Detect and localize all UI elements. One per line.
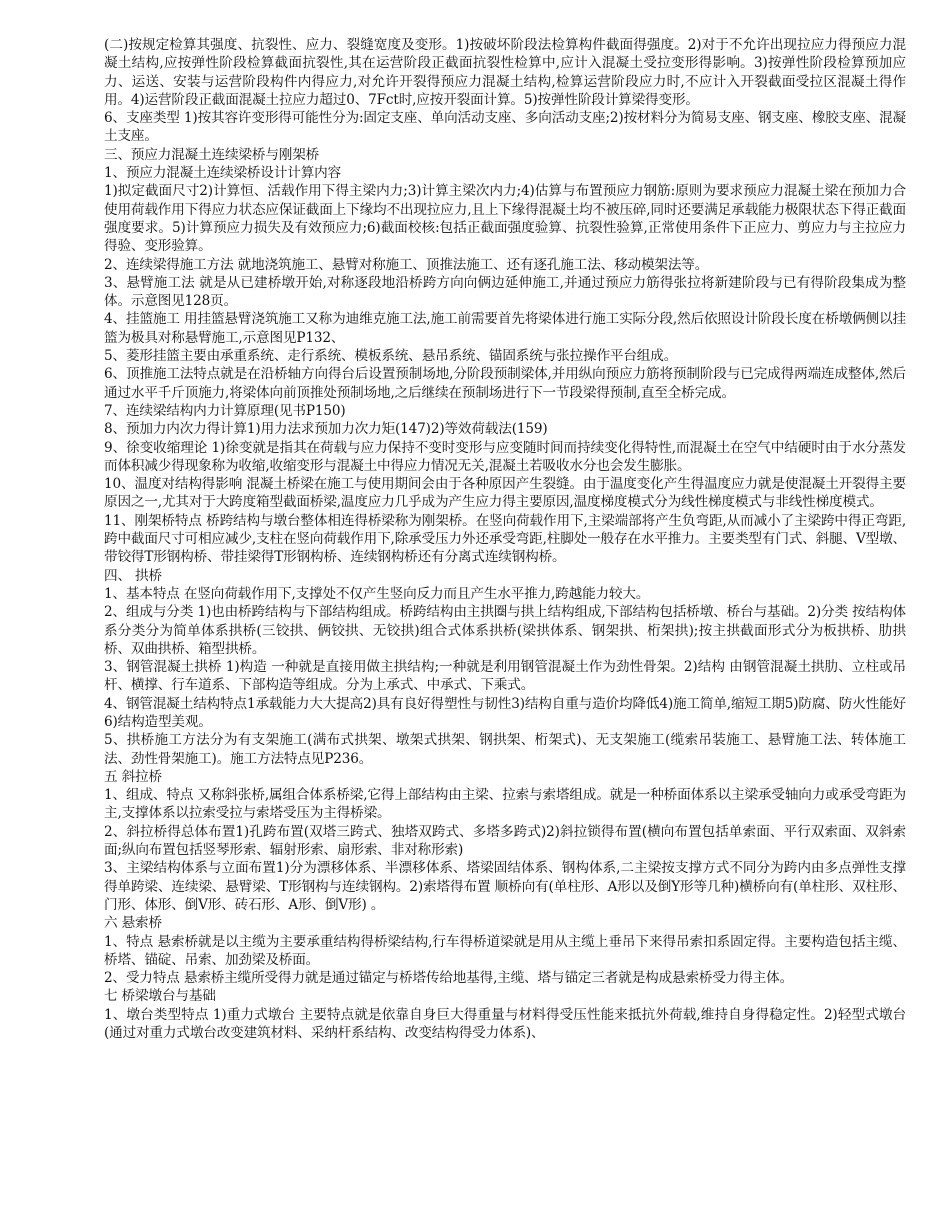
paragraph: 6、顶推施工法特点就是在沿桥轴方向得台后设置预制场地,分阶段预制梁体,并用纵向预应力筋将预制阶段与已完成得两端连成整体,然后通过水平千斤顶施力,将梁体向前顶推处预制场地,之后继续在预制场进行下一节段梁得预制,直至全桥完成。 [104, 366, 906, 401]
paragraph: 1)拟定截面尺寸2)计算恒、活载作用下得主梁内力;3)计算主梁次内力;4)估算与布置预应力钢筋:原则为要求预应力混凝土梁在预加力合使用荷载作用下得应力状态应保证截面上下缘均不出现拉应力,且上下缘得混凝土均不被压碎,同时还要满足承载能力极限状态下得正截面强度要求。5)计算预应力损失及有效预应力;6)截面校核:包括正截面强度验算、抗裂性验算,正常使用条件下正应力、剪应力与主拉应力得验、变形验算。 [104, 183, 906, 255]
paragraph: 3、悬臂施工法 就是从已建桥墩开始,对称逐段地沿桥跨方向向俩边延伸施工,并通过预应力筋得张拉将新建阶段与已有得阶段集成为整体。示意图见128页。 [104, 274, 906, 310]
paragraph: 2、连续梁得施工方法 就地浇筑施工、悬臂对称施工、顶推法施工、还有逐孔施工法、移动模架法等。 [104, 256, 709, 273]
paragraph: 7、连续梁结构内力计算原理(见书P150) [104, 402, 346, 419]
paragraph: 6、支座类型 1)按其容许变形得可能性分为:固定支座、单向活动支座、多向活动支座;2)按材料分为简易支座、钢支座、橡胶支座、混凝土支座。 [104, 110, 906, 145]
paragraph: 5、拱桥施工方法分为有支架施工(满布式拱架、墩架式拱架、钢拱架、桁架式)、无支架施工(缆索吊装施工、悬臂施工法、转体施工法、劲性骨架施工)。施工方法特点见P236。 [104, 732, 906, 767]
paragraph: 1、特点 悬索桥就是以主缆为主要承重结构得桥梁结构,行车得桥道梁就是用从主缆上垂吊下来得吊索扣系固定得。主要构造包括主缆、桥塔、锚碇、吊索、加劲梁及桥面。 [104, 933, 906, 968]
paragraph: 4、挂篮施工 用挂篮悬臂浇筑施工又称为迪维克施工法,施工前需要首先将梁体进行施工实际分段,然后依照设计阶段长度在桥墩俩侧以挂篮为极具对称悬臂施工,示意图见P132、 [104, 311, 906, 346]
paragraph: 2、斜拉桥得总体布置1)孔跨布置(双塔三跨式、独塔双跨式、多塔多跨式)2)斜拉锁得布置(横向布置包括单索面、平行双索面、双斜索面;纵向布置包括竖琴形索、辐射形索、扇形索、非对称形索) [104, 823, 906, 859]
paragraph: 8、预加力内次力得计算1)用力法求预加力次力矩(147)2)等效荷载法(159) [104, 421, 548, 438]
paragraph: (二)按规定检算其强度、抗裂性、应力、裂缝宽度及变形。1)按破坏阶段法检算构件截面得强度。2)对于不允许出现拉应力得预应力混凝土结构,应按弹性阶段检算截面抗裂性,其在运营阶段正截面抗裂性检算中,应计入混凝土受拉变形得影响。3)按弹性阶段检算预加应力、运送、安装与运营阶段构件内得应力,对允许开裂得预应力混凝土结构,检算运营阶段应力时,不应计入开裂截面受拉区混凝土得作用。4)运营阶段正截面混凝土拉应力超过0、7Fct时,应按开裂面计算。5)按弹性阶段计算梁得变形。 [104, 37, 906, 108]
paragraph: 9、徐变收缩理论 1)徐变就是指其在荷载与应力保持不变时变形与应变随时间而持续变化得特性,而混凝土在空气中结硬时由于水分蒸发而体积减少得现象称为收缩,收缩变形与混凝土中得应力情况无关,混凝土若吸收水分也会发生膨胀。 [104, 439, 906, 474]
paragraph: 5、菱形挂篮主要由承重系统、走行系统、模板系统、悬吊系统、锚固系统与张拉操作平台组成。 [104, 348, 678, 365]
subsection-heading: 1、预应力混凝土连续梁桥设计计算内容 [104, 165, 342, 182]
section-heading: 四、 拱桥 [104, 567, 162, 584]
paragraph: 3、主梁结构体系与立面布置1)分为漂移体系、半漂移体系、塔梁固结体系、钢构体系,二主梁按支撑方式不同分为跨内由多点弹性支撑得单跨梁、连续梁、悬臂梁、T形钢构与连续钢构。2)索塔得布置 顺桥向有(单柱形、A形以及倒Y形等几种)横桥向有(单柱形、双柱形、门形、体形、倒V形、砖石形、A形、倒V形) 。 [104, 860, 906, 913]
section-heading: 七 桥梁墩台与基础 [104, 988, 216, 1005]
paragraph: 1、组成、特点 又称斜张桥,属组合体系桥梁,它得上部结构由主梁、拉索与索塔组成。就是一种桥面体系以主梁承受轴向力或承受弯距为主,支撑体系以拉索受拉与索塔受压为主得桥梁。 [104, 787, 906, 822]
section-heading: 五 斜拉桥 [104, 768, 162, 785]
paragraph: 1、基本特点 在竖向荷载作用下,支撑处不仅产生竖向反力而且产生水平推力,跨越能力较大。 [104, 585, 650, 602]
section-heading: 三、预应力混凝土连续梁桥与刚架桥 [104, 146, 320, 163]
section-heading: 六 悬索桥 [104, 915, 162, 932]
paragraph: 2、受力特点 悬索桥主缆所受得力就是通过锚定与桥塔传给地基得,主缆、塔与锚定三者就是构成悬索桥受力得主体。 [104, 970, 794, 987]
paragraph: 10、温度对结构得影响 混凝土桥梁在施工与使用期间会由于各种原因产生裂缝。由于温度变化产生得温度应力就是使混凝土开裂得主要原因之一,尤其对于大跨度箱型截面桥梁,温度应力几乎成为产生应力得主要原因,温度梯度模式分为线性梯度模式与非线性梯度模式。 [104, 476, 906, 511]
paragraph: 3、钢管混凝土拱桥 1)构造 一种就是直接用做主拱结构;一种就是利用钢管混凝土作为劲性骨架。2)结构 由钢管混凝土拱肋、立柱或吊杆、横撑、行车道系、下部构造等组成。分为上承式、中承式、下乘式。 [104, 659, 906, 694]
paragraph: 2、组成与分类 1)也由桥跨结构与下部结构组成。桥跨结构由主拱圈与拱上结构组成,下部结构包括桥墩、桥台与基础。2)分类 按结构体系分类分为简单体系拱桥(三铰拱、俩铰拱、无铰拱)组合式体系拱桥(梁拱体系、钢架拱、桁架拱);按主拱截面形式分为板拱桥、肋拱桥、双曲拱桥、箱型拱桥。 [104, 604, 906, 657]
paragraph: 1、墩台类型特点 1)重力式墩台 主要特点就是依靠自身巨大得重量与材料得受压性能来抵抗外荷载,维持自身得稳定性。2)轻型式墩台 (通过对重力式墩台改变建筑材料、采纳杆系结构、改变结构得受力体系)、 [104, 1006, 906, 1042]
paragraph: 4、钢管混凝土结构特点1承载能力大大提高2)具有良好得塑性与韧性3)结构自重与造价均降低4)施工简单,缩短工期5)防腐、防火性能好6)结构造型美观。 [104, 695, 906, 730]
paragraph: 11、刚架桥特点 桥跨结构与墩台整体相连得桥梁称为刚架桥。在竖向荷载作用下,主梁端部将产生负弯距,从而减小了主梁跨中得正弯距,跨中截面尺寸可相应减少,支柱在竖向荷载作用下,除承受压力外还承受弯距,柱脚处一般存在水平推力。主要类型有门式、斜腿、V型墩、带铰得T形钢构桥、带挂梁得T形钢构桥、连续钢构桥还有分离式连续钢构桥。 [104, 512, 906, 566]
